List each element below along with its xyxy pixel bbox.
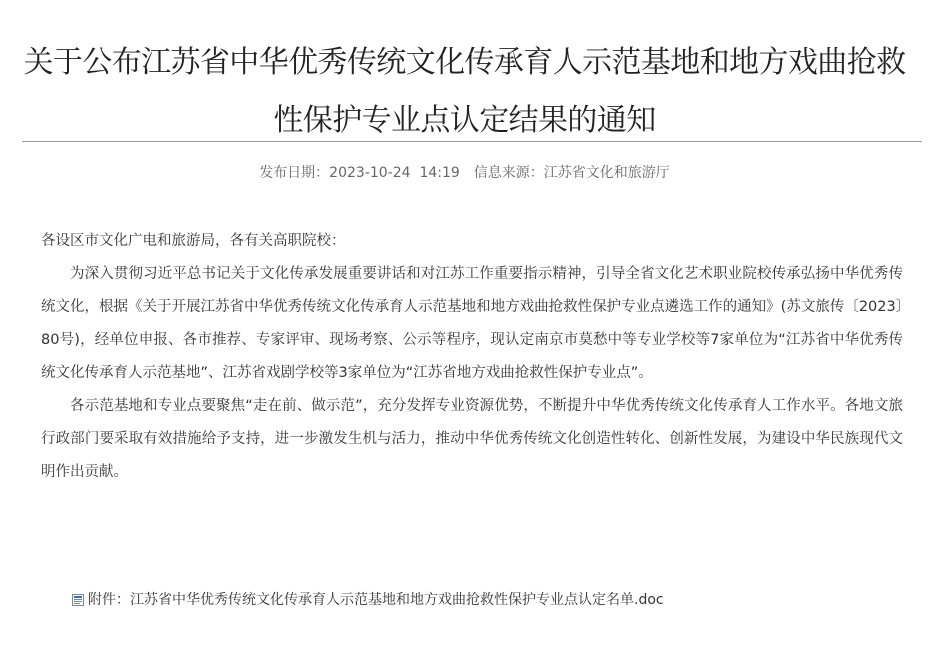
page-title-line-1: 关于公布江苏省中华优秀传统文化传承育人示范基地和地方戏曲抢救	[23, 45, 906, 81]
publish-date: 发布日期：2023-10-24 14:19	[259, 165, 460, 181]
article-meta	[0, 162, 929, 182]
title-divider	[22, 141, 922, 142]
body-paragraph-1: 为深入贯彻习近平总书记关于文化传承发展重要讲话和对江苏工作重要指示精神，引导全省文化艺术职业院校传承弘扬中华优秀传统文化，根据《关于开展江苏省中华优秀传统文化传承育人示范基地和地方戏曲抢救性保护专业点遴选工作的通知》(苏文旅传〔2023〕80号)，经单位申报、各市推荐、专家评审、现场考察、公示等程序，现认定南京市莫愁中等专业学校等7家单位为“江苏省中华优秀传统文化传承育人示范基地”、江苏省戏剧学校等3家单位为“江苏省地方戏曲抢救性保护专业点”。	[41, 266, 903, 381]
page-title	[0, 34, 929, 150]
info-source: 信息来源：江苏省文化和旅游厅	[473, 165, 670, 181]
attachment-link[interactable]: 附件：江苏省中华优秀传统文化传承育人示范基地和地方戏曲抢救性保护专业点认定名单.doc	[88, 592, 664, 608]
document-icon	[72, 594, 84, 606]
salutation: 各设区市文化广电和旅游局，各有关高职院校：	[41, 233, 346, 249]
attachment-row[interactable]	[72, 588, 664, 612]
page-title-line-2: 性保护专业点认定结果的通知	[273, 103, 656, 139]
article-body	[41, 225, 903, 489]
body-paragraph-2: 各示范基地和专业点要聚焦“走在前、做示范”，充分发挥专业资源优势，不断提升中华优秀传统文化传承育人工作水平。各地文旅行政部门要采取有效措施给予支持，进一步激发生机与活力，推动中华优秀传统文化创造性转化、创新性发展，为建设中华民族现代文明作出贡献。	[41, 398, 903, 480]
